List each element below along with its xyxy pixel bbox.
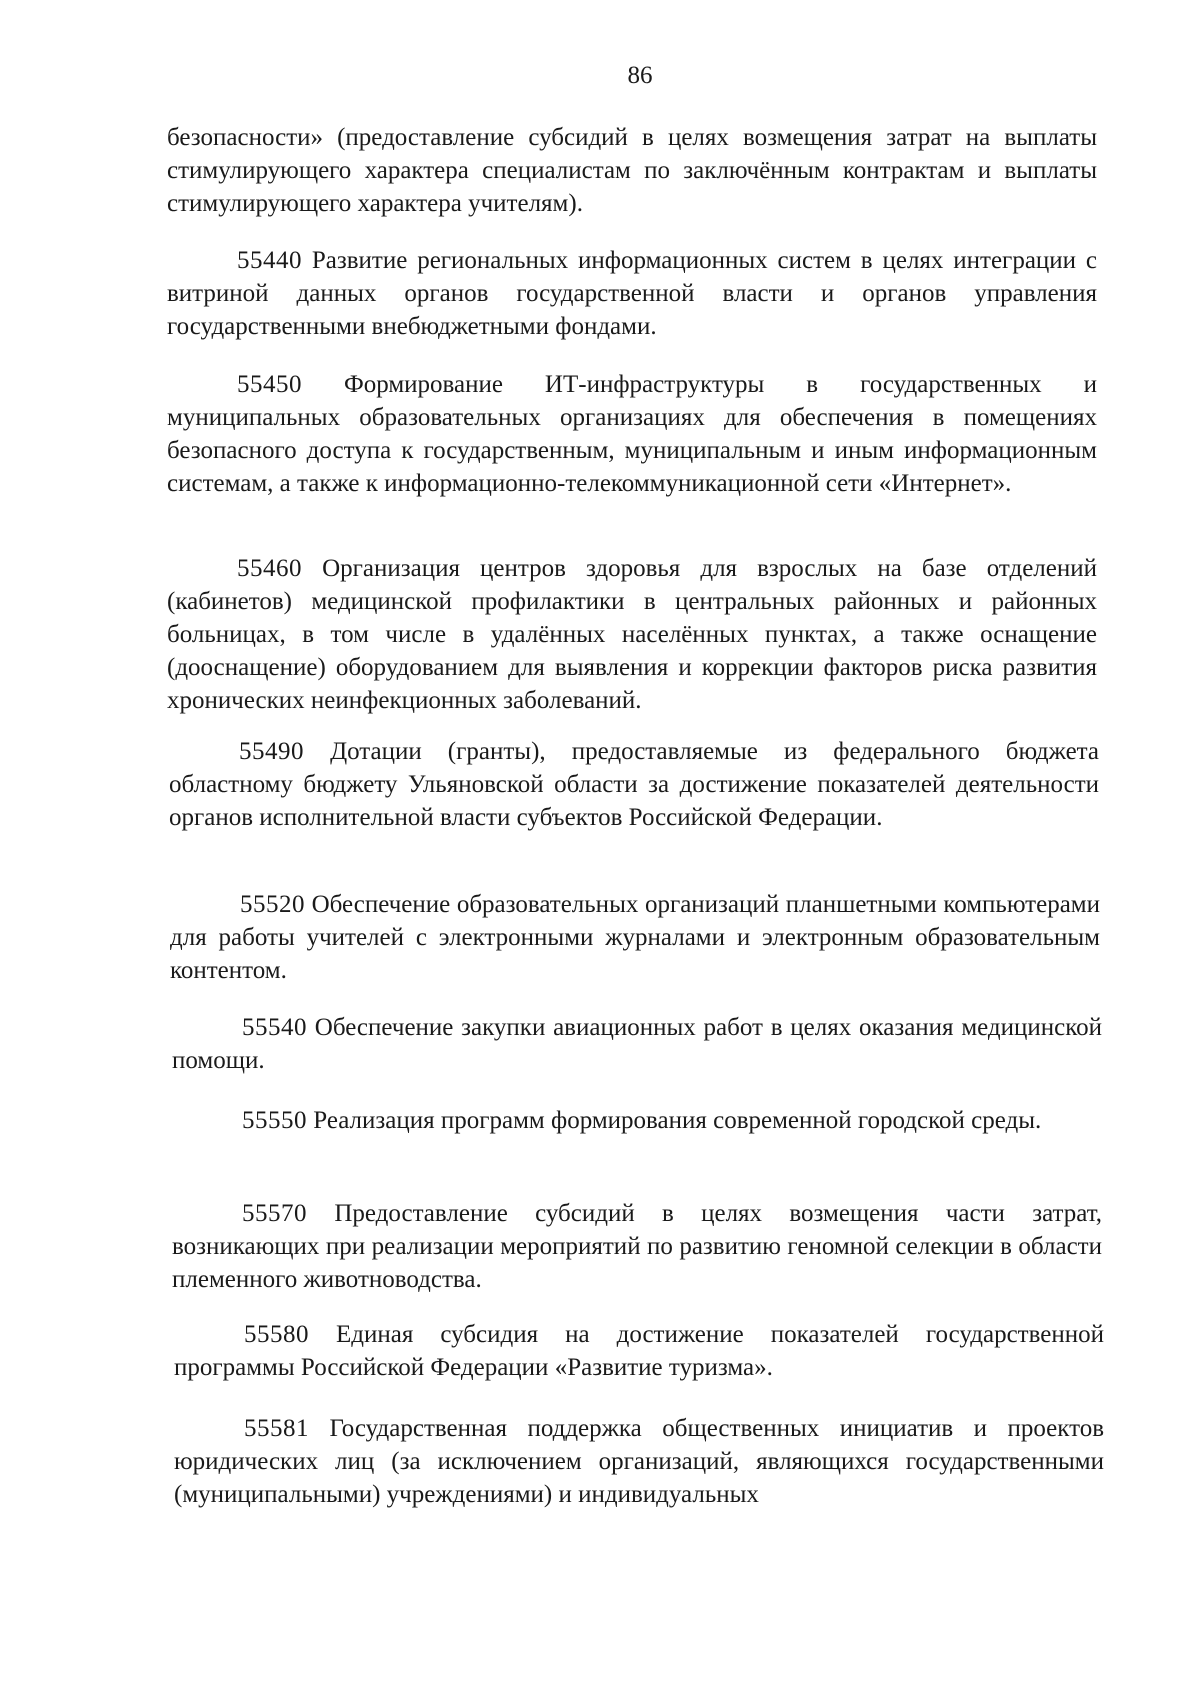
paragraph-55540 [172, 1011, 1102, 1077]
paragraph-55581 [174, 1412, 1104, 1511]
paragraph-55440 [167, 244, 1097, 343]
paragraph-text: Обеспечение образовательных организаций планшетными компьютерами для работы учителей с электронными журналами и электронным образовательным контентом. [170, 891, 1100, 984]
paragraph-code: 55490 [239, 738, 304, 765]
paragraph-code: 55550 [242, 1107, 307, 1134]
paragraph-text: Государственная поддержка общественных инициатив и проектов юридических лиц (за исключением организаций, являющихся государственными (муниципальными) учреждениями) и индивидуальных [174, 1415, 1104, 1508]
paragraph-code: 55440 [237, 247, 302, 274]
paragraph-55520 [170, 888, 1100, 987]
paragraph-55550 [172, 1104, 1102, 1137]
paragraph-code: 55540 [242, 1014, 307, 1041]
paragraph-text: Обеспечение закупки авиационных работ в целях оказания медицинской помощи. [172, 1014, 1102, 1074]
paragraph-55490 [169, 735, 1099, 834]
paragraph-55580 [174, 1318, 1104, 1384]
paragraph-text: Организация центров здоровья для взрослых на базе отделений (кабинетов) медицинской профилактики в центральных районных и районных больницах, в том числе в удалённых населённых пунктах, а также оснащение (дооснащение) оборудованием для выявления и коррекции факторов риска развития хронических неинфекционных заболеваний. [167, 555, 1098, 714]
page-number: 86 [627, 62, 653, 89]
paragraph-continuation [167, 121, 1097, 220]
paragraph-55570 [172, 1197, 1102, 1296]
paragraph-code: 55520 [240, 891, 305, 918]
paragraph-text: Формирование ИТ-инфраструктуры в государственных и муниципальных образовательных организациях для обеспечения в помещениях безопасного доступа к государственным, муниципальным и иным информационным системам, а также к информационно-телекоммуникационной сети «Интернет». [167, 371, 1097, 497]
paragraph-text: Реализация программ формирования современной городской среды. [313, 1107, 1042, 1134]
paragraph-code: 55570 [242, 1200, 307, 1227]
paragraph-code: 55460 [237, 555, 302, 582]
paragraph-text: безопасности» (предоставление субсидий в целях возмещения затрат на выплаты стимулирующего характера специалистам по заключённым контрактам и выплаты стимулирующего характера учителям). [167, 124, 1097, 217]
paragraph-55450 [167, 368, 1097, 500]
paragraph-code: 55581 [244, 1415, 309, 1442]
paragraph-code: 55580 [244, 1321, 309, 1348]
paragraph-text: Единая субсидия на достижение показателей государственной программы Российской Федерации «Развитие туризма». [174, 1321, 1104, 1381]
paragraph-text: Предоставление субсидий в целях возмещения части затрат, возникающих при реализации мероприятий по развитию геномной селекции в области племенного животноводства. [172, 1200, 1103, 1293]
paragraph-text: Развитие региональных информационных систем в целях интеграции с витриной данных органов государственной власти и органов управления государственными внебюджетными фондами. [167, 247, 1098, 340]
paragraph-55460 [167, 552, 1097, 717]
paragraph-text: Дотации (гранты), предоставляемые из федерального бюджета областному бюджету Ульяновской области за достижение показателей деятельности органов исполнительной власти субъектов Российской Федерации. [169, 738, 1099, 831]
paragraph-code: 55450 [237, 371, 302, 398]
